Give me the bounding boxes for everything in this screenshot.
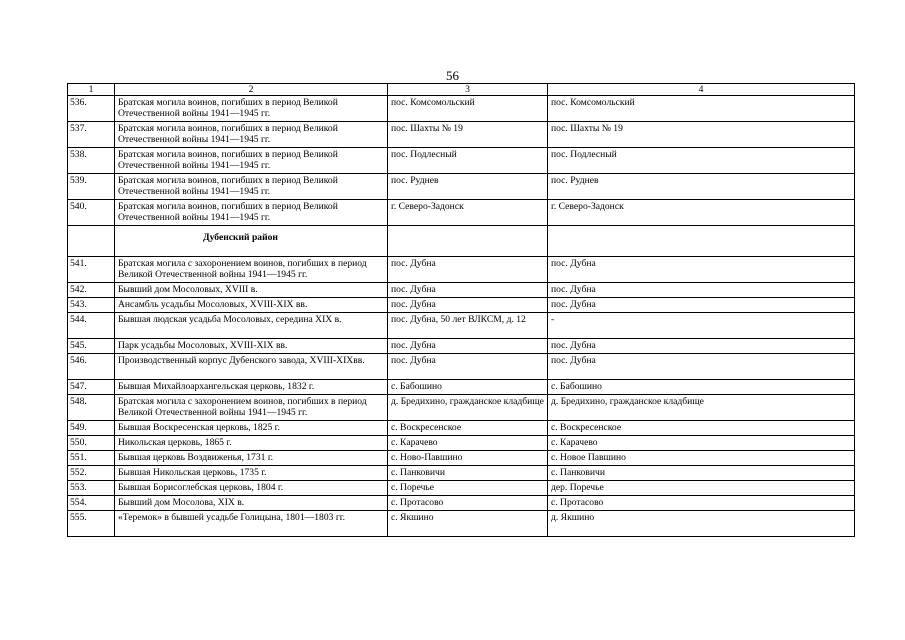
address-cell: д. Бредихино, гражданское кладбище (548, 395, 855, 421)
monument-name-cell: Братская могила с захоронением воинов, погибших в период Великой Отечественной войны 1941—1945 гг. (115, 257, 388, 283)
table-row (68, 148, 855, 174)
location-cell: с. Протасово (388, 496, 548, 511)
row-number-cell: 548. (68, 395, 115, 421)
location-cell: пос. Руднев (388, 174, 548, 200)
address-cell: с. Новое Павшино (548, 451, 855, 466)
table-row (68, 200, 855, 226)
table-row (68, 174, 855, 200)
location-cell: с. Панковичи (388, 466, 548, 481)
row-number-cell: 541. (68, 257, 115, 283)
table-row (68, 380, 855, 395)
location-cell: пос. Дубна (388, 339, 548, 354)
table-row (68, 496, 855, 511)
table-row (68, 466, 855, 481)
location-cell: с. Ново-Павшино (388, 451, 548, 466)
monument-name-cell: Бывший дом Мосоловых, XVIII в. (115, 283, 388, 298)
row-number-cell: 543. (68, 298, 115, 313)
rows-after-section (68, 257, 855, 537)
row-number-cell: 545. (68, 339, 115, 354)
location-cell: с. Поречье (388, 481, 548, 496)
monument-name-cell: Бывшая людская усадьба Мосоловых, середина XIX в. (115, 313, 388, 339)
location-cell: пос. Подлесный (388, 148, 548, 174)
row-number-cell: 549. (68, 421, 115, 436)
address-cell: пос. Подлесный (548, 148, 855, 174)
section-empty-cell (388, 226, 548, 257)
table-row (68, 451, 855, 466)
row-number-cell: 542. (68, 283, 115, 298)
table-row (68, 481, 855, 496)
monument-name-cell: Братская могила воинов, погибших в период Великой Отечественной войны 1941—1945 гг. (115, 200, 388, 226)
address-cell: пос. Дубна (548, 283, 855, 298)
row-number-cell: 539. (68, 174, 115, 200)
column-header: 4 (548, 84, 855, 96)
monument-name-cell: Братская могила воинов, погибших в период Великой Отечественной войны 1941—1945 гг. (115, 96, 388, 122)
address-cell: дер. Поречье (548, 481, 855, 496)
location-cell: д. Бредихино, гражданское кладбище (388, 395, 548, 421)
location-cell: пос. Дубна, 50 лет ВЛКСМ, д. 12 (388, 313, 548, 339)
location-cell: с. Воскресенское (388, 421, 548, 436)
location-cell: пос. Дубна (388, 283, 548, 298)
column-header: 1 (68, 84, 115, 96)
address-cell: с. Панковичи (548, 466, 855, 481)
location-cell: пос. Дубна (388, 257, 548, 283)
section-num-cell (68, 226, 115, 257)
address-cell: пос. Дубна (548, 339, 855, 354)
address-cell: с. Воскресенское (548, 421, 855, 436)
address-cell: с. Бабошино (548, 380, 855, 395)
table-row (68, 298, 855, 313)
address-cell: пос. Дубна (548, 354, 855, 380)
monument-name-cell: Братская могила воинов, погибших в период Великой Отечественной войны 1941—1945 гг. (115, 122, 388, 148)
address-cell: д. Якшино (548, 511, 855, 537)
location-cell: с. Карачево (388, 436, 548, 451)
table-row (68, 283, 855, 298)
row-number-cell: 544. (68, 313, 115, 339)
header-row (68, 84, 855, 96)
address-cell: пос. Дубна (548, 298, 855, 313)
row-number-cell: 536. (68, 96, 115, 122)
address-cell: пос. Дубна (548, 257, 855, 283)
location-cell: с. Бабошино (388, 380, 548, 395)
location-cell: пос. Шахты № 19 (388, 122, 548, 148)
location-cell: пос. Дубна (388, 298, 548, 313)
table-row (68, 96, 855, 122)
row-number-cell: 537. (68, 122, 115, 148)
monument-name-cell: «Теремок» в бывшей усадьбе Голицына, 1801—1803 гг. (115, 511, 388, 537)
rows-before-section (68, 96, 855, 226)
monument-name-cell: Производственный корпус Дубенского завода, XVIII-XIXвв. (115, 354, 388, 380)
page-number: 56 (446, 68, 459, 83)
row-number-cell: 550. (68, 436, 115, 451)
location-cell: пос. Комсомольский (388, 96, 548, 122)
row-number-cell: 552. (68, 466, 115, 481)
address-cell: с. Протасово (548, 496, 855, 511)
monument-name-cell: Бывшая Михайлоархангельская церковь, 1832 г. (115, 380, 388, 395)
monument-name-cell: Бывшая Никольская церковь, 1735 г. (115, 466, 388, 481)
location-cell: г. Северо-Задонск (388, 200, 548, 226)
column-header: 3 (388, 84, 548, 96)
row-number-cell: 555. (68, 511, 115, 537)
location-cell: с. Якшино (388, 511, 548, 537)
table-row (68, 257, 855, 283)
row-number-cell: 547. (68, 380, 115, 395)
row-number-cell: 540. (68, 200, 115, 226)
address-cell: с. Карачево (548, 436, 855, 451)
section-title: Дубенский район (115, 226, 388, 257)
table-row (68, 421, 855, 436)
table-row (68, 339, 855, 354)
section-heading-row (68, 226, 855, 257)
monument-name-cell: Никольская церковь, 1865 г. (115, 436, 388, 451)
address-cell: - (548, 313, 855, 339)
address-cell: пос. Комсомольский (548, 96, 855, 122)
table-row (68, 395, 855, 421)
row-number-cell: 554. (68, 496, 115, 511)
row-number-cell: 553. (68, 481, 115, 496)
address-cell: г. Северо-Задонск (548, 200, 855, 226)
monument-name-cell: Бывшая Борисоглебская церковь, 1804 г. (115, 481, 388, 496)
location-cell: пос. Дубна (388, 354, 548, 380)
column-header: 2 (115, 84, 388, 96)
monuments-table (67, 83, 855, 537)
monument-name-cell: Братская могила воинов, погибших в период Великой Отечественной войны 1941—1945 гг. (115, 148, 388, 174)
monument-name-cell: Ансамбль усадьбы Мосоловых, XVIII-XIX вв. (115, 298, 388, 313)
table-row (68, 511, 855, 537)
table-row (68, 122, 855, 148)
row-number-cell: 551. (68, 451, 115, 466)
address-cell: пос. Шахты № 19 (548, 122, 855, 148)
table-row (68, 436, 855, 451)
monument-name-cell: Бывший дом Мосолова, XIX в. (115, 496, 388, 511)
table-row (68, 354, 855, 380)
monument-name-cell: Парк усадьбы Мосоловых, XVIII-XIX вв. (115, 339, 388, 354)
monument-name-cell: Бывшая церковь Воздвиженья, 1731 г. (115, 451, 388, 466)
section-empty-cell (548, 226, 855, 257)
section-heading-group (68, 226, 855, 257)
address-cell: пос. Руднев (548, 174, 855, 200)
row-number-cell: 546. (68, 354, 115, 380)
monument-name-cell: Братская могила воинов, погибших в период Великой Отечественной войны 1941—1945 гг. (115, 174, 388, 200)
monument-name-cell: Братская могила с захоронением воинов, погибших в период Великой Отечественной войны 1941—1945 гг. (115, 395, 388, 421)
table-row (68, 313, 855, 339)
monument-name-cell: Бывшая Воскресенская церковь, 1825 г. (115, 421, 388, 436)
row-number-cell: 538. (68, 148, 115, 174)
